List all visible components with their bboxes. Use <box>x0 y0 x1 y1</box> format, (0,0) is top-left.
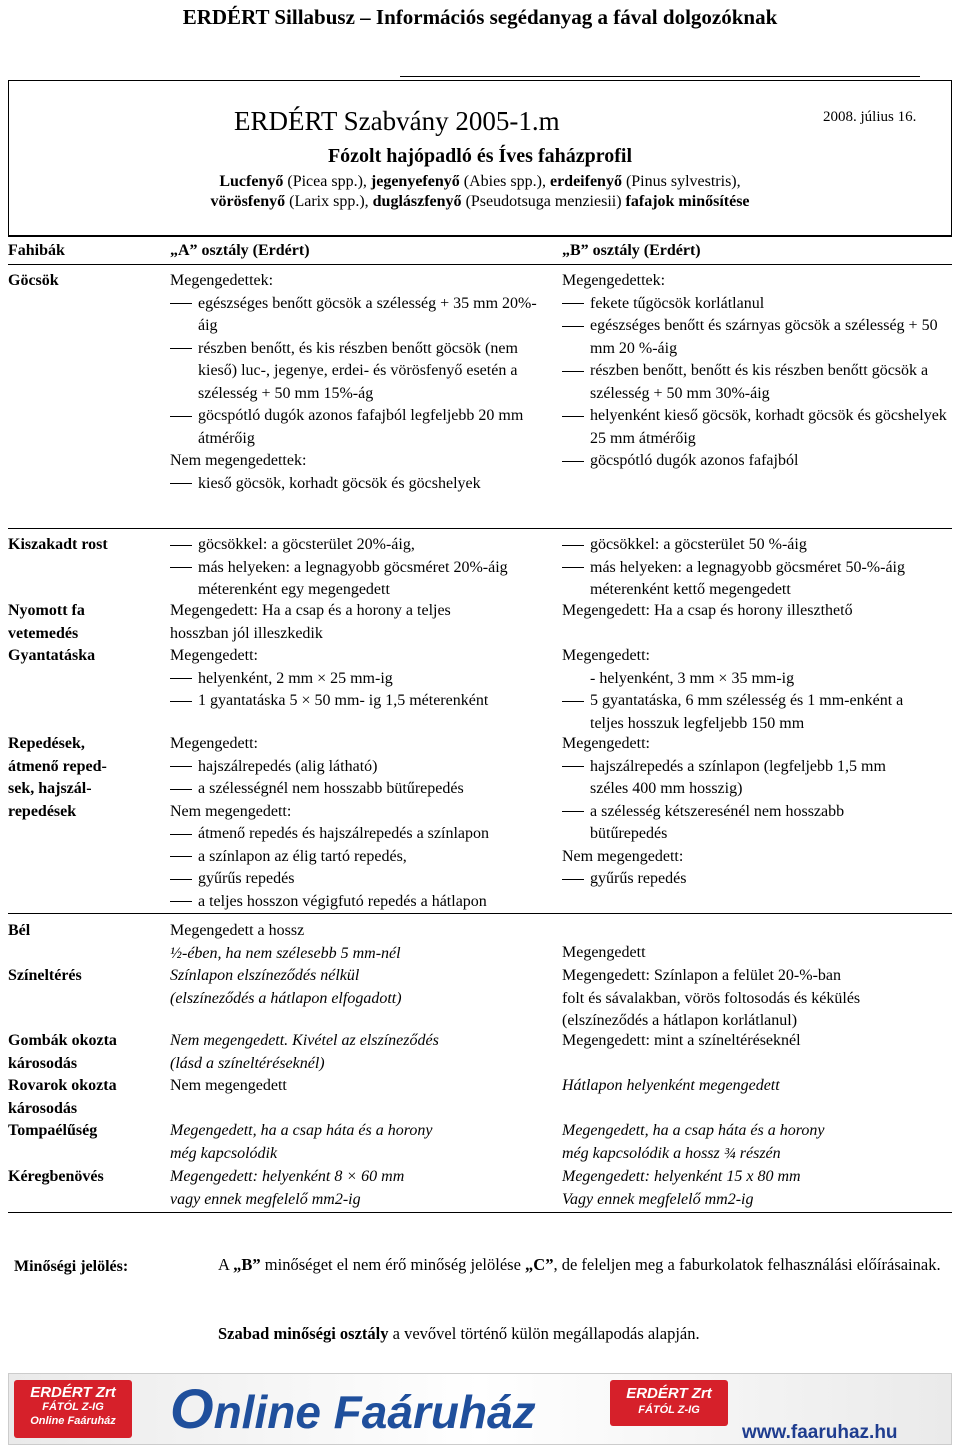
cell-line: ½-ében, ha nem szélesebb 5 mm-nél <box>170 944 401 962</box>
row-label-szinelteres: Színeltérés <box>8 967 82 984</box>
list-item <box>562 450 947 473</box>
list-item <box>170 756 550 779</box>
row-label-tompa: Tompaélűség <box>8 1122 98 1139</box>
standard-code: ERDÉRT Szabvány 2005-1.m <box>234 106 560 136</box>
bel-a-cell <box>170 920 550 965</box>
list-item <box>562 534 932 557</box>
row-label-gyanta: Gyantatáska <box>8 647 96 664</box>
cell-line: Megengedett: helyenként 8 × 60 mm <box>170 1168 405 1185</box>
label-line: sek, hajszál- <box>8 780 92 797</box>
brand-text: nline Faáruház <box>213 1386 536 1438</box>
cell-line <box>562 1032 801 1049</box>
list-item <box>562 557 932 602</box>
text-run: A <box>218 1255 234 1274</box>
cell-line: (elszíneződés a hátlapon korlátlanul) <box>562 1012 798 1029</box>
nyomott-b-cell: Megengedett: Ha a csap és horony illeszthető <box>562 602 853 619</box>
list-item <box>170 668 550 691</box>
col-header-defects: Fahibák <box>8 242 65 259</box>
cell-text: Megengedett: mint a színeltéréseknél <box>562 1032 801 1049</box>
list-item <box>170 778 550 801</box>
cell-line: (elszíneződés a hátlapon elfogadott) <box>170 989 402 1007</box>
table-rule <box>8 913 952 914</box>
item-text: átmenő repedés és hajszálrepedés a színlapon <box>198 825 489 842</box>
allowed-heading: Megengedett: <box>170 647 258 664</box>
gyanta-b-cell <box>562 645 922 735</box>
label-line: Repedések, <box>8 735 85 752</box>
brand-initial: O <box>170 1377 214 1440</box>
quality-label: Minőségi jelölés: <box>14 1258 129 1275</box>
item-text: a szélességnél nem hosszabb bütűrepedés <box>198 780 464 797</box>
cell-line: még kapcsolódik a hossz ¾ részén <box>562 1144 781 1162</box>
species-line <box>0 172 960 212</box>
gyanta-a-cell <box>170 645 550 713</box>
item-text: gyűrűs repedés <box>590 870 687 887</box>
text-run: „B” <box>233 1255 261 1274</box>
logo-text: FÁTÓL Z-IG <box>42 1401 104 1413</box>
kereg-a-cell <box>170 1166 550 1211</box>
species-duglasz: duglászfenyő <box>372 193 462 210</box>
online-faaruhaz-brand <box>170 1374 536 1447</box>
text-run: , de feleljen meg a faburkolatok felhasználási előírásainak. <box>553 1255 941 1274</box>
rovar-a-cell: Nem megengedett <box>170 1077 287 1094</box>
header-rule <box>400 76 920 77</box>
allowed-heading: Megengedettek: <box>170 272 274 289</box>
document-date: 2008. július 16. <box>823 109 917 125</box>
gomba-a-cell <box>170 1030 550 1075</box>
not-allowed-heading: Nem megengedettek: <box>170 452 307 469</box>
list-item <box>562 756 922 801</box>
list-item <box>562 315 947 360</box>
erdert-logo-right <box>610 1380 728 1426</box>
label-line: vetemedés <box>8 624 79 642</box>
list-item <box>170 534 550 557</box>
quality-text-2 <box>218 1323 953 1346</box>
szinelteres-b-cell <box>562 965 952 1033</box>
item-text: egészséges benőtt és szárnyas göcsök a szélesség + 50 mm 20 %-áig <box>590 317 938 357</box>
kiszakadt-b-cell <box>562 534 932 602</box>
logo-text: ERDÉRT Zrt <box>30 1384 116 1401</box>
col-header-a: „A” osztály (Erdért) <box>170 242 310 259</box>
quality-text-1 <box>218 1254 953 1277</box>
kereg-b-cell <box>562 1166 952 1211</box>
item-text: kieső göcsök, korhadt göcsök és göcshelyek <box>198 474 481 492</box>
item-text: 1 gyantatáska 5 × 50 mm- ig 1,5 méterenként <box>198 692 489 709</box>
item-text: fekete tűgöcsök korlátlanul <box>590 294 765 312</box>
text-run: Szabad minőségi osztály <box>218 1324 389 1343</box>
label-line: repedések <box>8 802 77 820</box>
list-item <box>170 846 550 869</box>
row-label-nyomott <box>8 600 85 645</box>
cell-line: Vagy ennek megfelelő mm2-ig <box>562 1190 754 1208</box>
gocsok-a-cell <box>170 270 545 495</box>
cell-line: Nem megengedett. Kivétel az elszíneződés <box>170 1032 439 1049</box>
list-item <box>562 405 947 450</box>
erdert-logo-left <box>14 1380 132 1438</box>
list-item <box>170 868 550 891</box>
cell-line: Megengedett, ha a csap háta és a horony <box>562 1122 825 1139</box>
table-rule <box>8 264 952 265</box>
allowed-heading: Megengedett: <box>562 735 650 752</box>
label-line: Nyomott fa <box>8 602 85 619</box>
list-item <box>170 405 545 450</box>
label-line: Gombák okozta <box>8 1032 117 1049</box>
species-text: (Abies spp.), <box>459 173 550 190</box>
page-header: ERDÉRT Sillabusz – Információs segédanyag a fával dolgozóknak <box>182 5 778 29</box>
row-label-gomba <box>8 1030 117 1075</box>
repedes-a-cell <box>170 733 550 913</box>
row-label-rovar <box>8 1075 117 1120</box>
nyomott-a-cell: Megengedett: Ha a csap és a horony a teljes hosszban jól illeszkedik <box>170 602 451 642</box>
table-rule <box>8 1212 952 1213</box>
cell-line: folt és sávalakban, vörös foltosodás és kékülés <box>562 989 861 1007</box>
list-item <box>170 891 550 914</box>
species-voros: vörösfenyő <box>210 193 286 210</box>
item-text: 5 gyantatáska, 6 mm szélesség és 1 mm-enként a teljes hosszuk legfeljebb 150 mm <box>590 692 904 732</box>
label-line: Rovarok okozta <box>8 1077 117 1094</box>
row-label-kereg: Kéregbenövés <box>8 1168 104 1185</box>
item-text: hajszálrepedés a színlapon (legfeljebb 1,5 mm széles 400 mm hosszig) <box>590 757 886 797</box>
list-item <box>562 360 947 405</box>
cell-line: Megengedett a hossz <box>170 922 305 939</box>
list-item <box>170 690 550 713</box>
item-text: más helyeken: a legnagyobb göcsméret 50-%-áig méterenként kettő megengedett <box>590 558 905 598</box>
logo-text: FÁTÓL Z-IG <box>638 1404 700 1416</box>
tompa-b-cell <box>562 1120 952 1165</box>
item-text: a szélesség kétszeresénél nem hosszabb bütűrepedés <box>590 802 845 842</box>
list-item <box>170 823 550 846</box>
species-suffix: fafajok minősítése <box>625 193 750 210</box>
item-text: - helyenként, 3 mm × 35 mm-ig <box>590 669 795 687</box>
list-item <box>562 690 922 735</box>
allowed-heading: Megengedettek: <box>562 272 666 289</box>
list-item <box>170 338 545 406</box>
szinelteres-a-cell <box>170 965 550 1010</box>
item-text: göcspótló dugók azonos fafajból <box>590 452 799 469</box>
list-item <box>562 868 922 891</box>
list-item <box>170 473 545 496</box>
logo-text: Online Faáruház <box>30 1415 116 1427</box>
item-text: egészséges benőtt göcsök a szélesség + 35 mm 20%-áig <box>198 294 537 334</box>
gomba-b-cell <box>562 1030 952 1053</box>
repedes-b-cell <box>562 733 922 891</box>
item-text: részben benőtt, és kis részben benőtt göcsök (nem kieső) luc-, jegenye, erdei- és vörösfenyő esetén a szélesség + 50 mm 15%-ág <box>198 339 518 402</box>
species-text: (Picea spp.), <box>283 173 371 190</box>
cell-line: Színlapon elszíneződés nélkül <box>170 967 360 984</box>
list-item <box>562 293 947 316</box>
logo-text: ERDÉRT Zrt <box>626 1385 712 1402</box>
cell-line: még kapcsolódik <box>170 1144 278 1162</box>
col-header-b: „B” osztály (Erdért) <box>562 242 701 259</box>
label-line: károsodás <box>8 1099 78 1117</box>
not-allowed-heading: Nem megengedett: <box>562 847 684 865</box>
species-text: (Pseudotsuga menziesii) <box>461 193 626 210</box>
not-allowed-heading: Nem megengedett: <box>170 802 292 820</box>
list-item <box>562 801 922 846</box>
text-run: a vevővel történő külön megállapodás alapján. <box>388 1324 700 1343</box>
cell-line: Megengedett, ha a csap háta és a horony <box>170 1122 433 1139</box>
rovar-b-cell: Hátlapon helyenként megengedett <box>562 1077 780 1094</box>
list-item <box>170 293 545 338</box>
kiszakadt-a-cell <box>170 534 550 602</box>
table-rule <box>8 528 952 529</box>
label-line: átmenő reped- <box>8 757 107 775</box>
item-text: hajszálrepedés (alig látható) <box>198 757 378 775</box>
item-text: részben benőtt, benőtt és kis részben benőtt göcsök a szélesség + 50 mm 30%-áig <box>590 362 929 402</box>
text-run: „C” <box>525 1255 554 1274</box>
item-text: helyenként kieső göcsök, korhadt göcsök és göcshelyek 25 mm átmérőig <box>590 407 947 447</box>
label-line: károsodás <box>8 1054 78 1072</box>
row-label-bel: Bél <box>8 922 31 939</box>
cell-line: (lásd a színeltéréseknél) <box>170 1054 325 1072</box>
table-rule <box>8 236 952 237</box>
species-luc: Lucfenyő <box>219 173 284 190</box>
cell-line: Megengedett: Színlapon a felület 20-%-ban <box>562 967 842 984</box>
gocsok-b-cell <box>562 270 947 473</box>
row-label-gocsok: Göcsök <box>8 272 59 289</box>
allowed-heading: Megengedett: <box>562 647 650 664</box>
row-label-repedes <box>8 733 107 823</box>
allowed-heading: Megengedett: <box>170 735 258 752</box>
species-text: (Pinus sylvestris), <box>621 173 741 190</box>
item-text: göcspótló dugók azonos fafajból legfeljebb 20 mm átmérőig <box>198 407 524 447</box>
bel-b-cell: Megengedett <box>562 944 646 961</box>
document-title: Fózolt hajópadló és Íves faházprofil <box>327 145 633 167</box>
species-jegenye: jegenyefenyő <box>370 173 460 190</box>
website-link[interactable]: www.faaruhaz.hu <box>742 1422 898 1443</box>
cell-line: Megengedett: helyenként 15 x 80 mm <box>562 1168 801 1185</box>
item-text: gyűrűs repedés <box>198 870 295 887</box>
text-run: minőséget el nem érő minőség jelölése <box>260 1255 526 1274</box>
cell-line: vagy ennek megfelelő mm2-ig <box>170 1190 361 1208</box>
item-text: helyenként, 2 mm × 25 mm-ig <box>198 669 393 687</box>
species-text: (Larix spp.), <box>285 193 373 210</box>
species-erdei: erdeifenyő <box>549 173 622 190</box>
row-label-kiszakadt: Kiszakadt rost <box>8 536 108 553</box>
tompa-a-cell <box>170 1120 550 1165</box>
item-text: göcsökkel: a göcsterület 20%-áig, <box>198 536 415 553</box>
list-item <box>170 557 550 602</box>
item-text: a színlapon az élig tartó repedés, <box>198 847 407 865</box>
item-text: a teljes hosszon végigfutó repedés a hátlapon <box>198 892 487 910</box>
item-text: göcsökkel: a göcsterület 50 %-áig <box>590 536 807 553</box>
item-text: más helyeken: a legnagyobb göcsméret 20%-áig méterenként egy megengedett <box>198 558 508 598</box>
